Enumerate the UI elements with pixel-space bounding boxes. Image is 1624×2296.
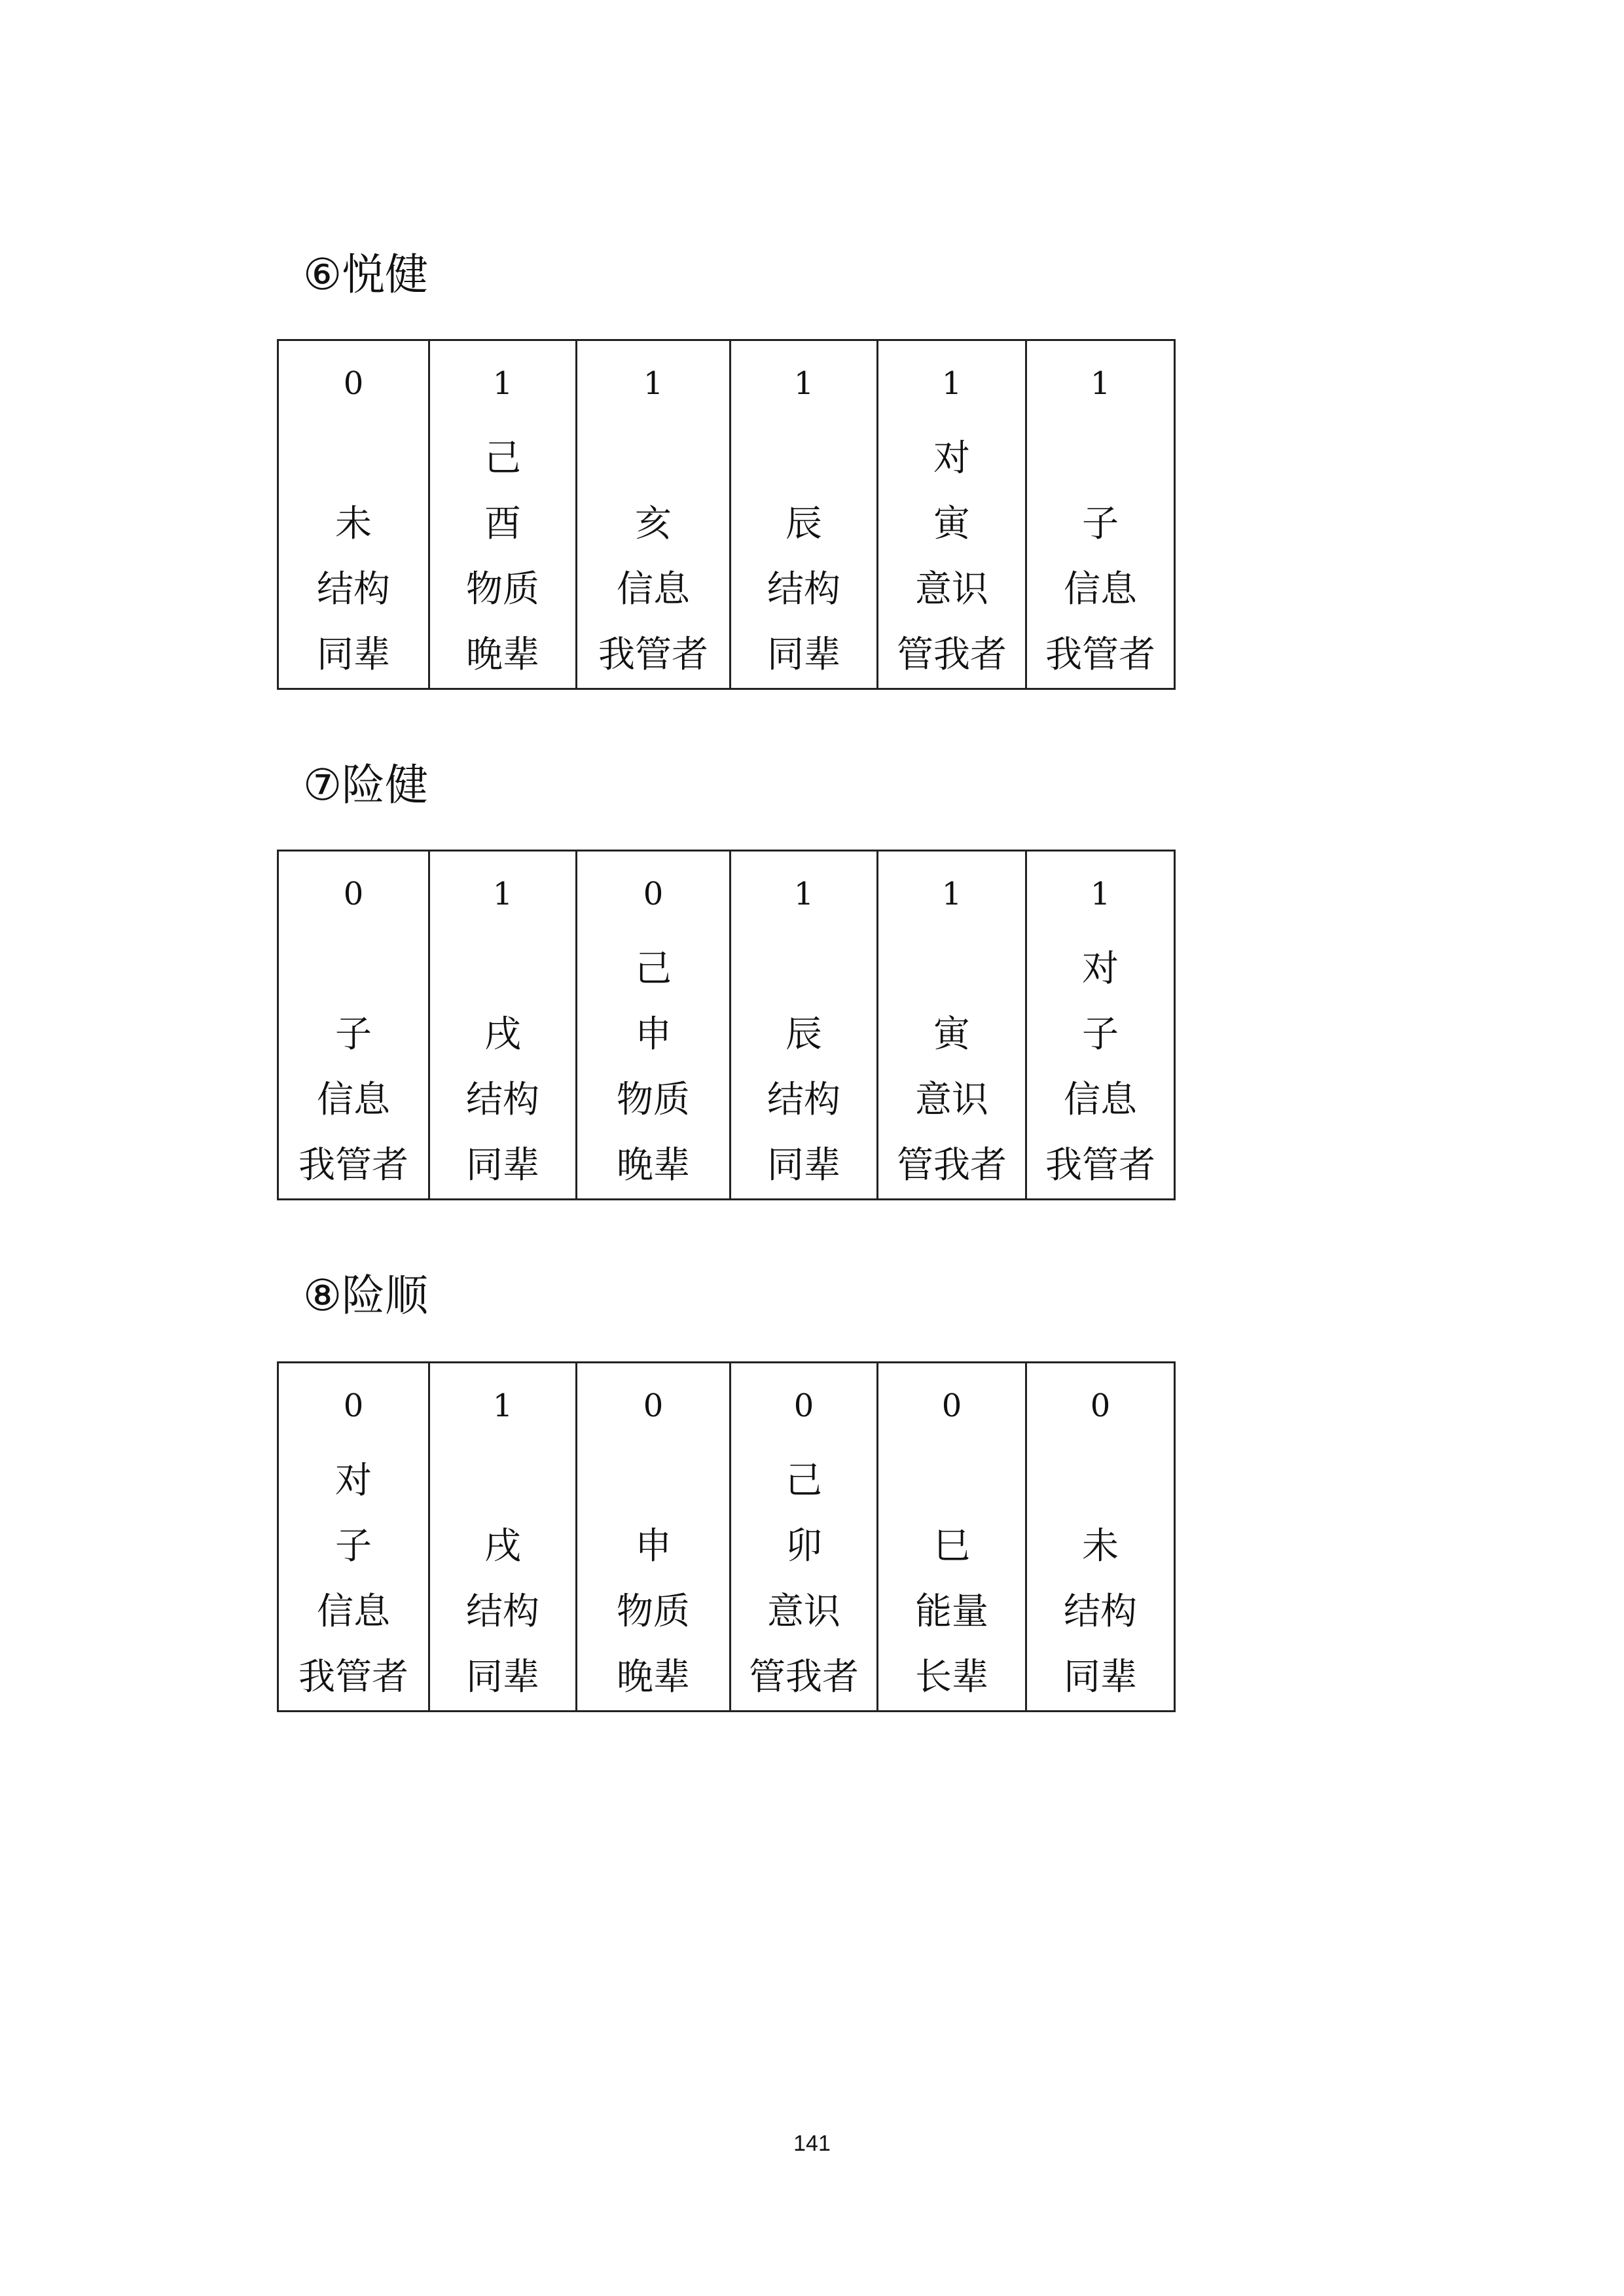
cell-bit-value: 1 [492, 1388, 513, 1424]
cell-bit-value: 0 [941, 1388, 962, 1424]
cell-category: 结构 [317, 568, 390, 611]
cell-category: 结构 [1064, 1590, 1137, 1633]
cell-role: 我管者 [298, 1144, 408, 1187]
cell-branch: 子 [335, 1525, 372, 1568]
cell-role: 同辈 [466, 1656, 539, 1698]
cell-role: 我管者 [598, 634, 708, 676]
cell-branch: 未 [335, 503, 372, 545]
cell-relation-marker: 对 [1082, 948, 1119, 990]
cell-branch: 申 [635, 1013, 672, 1056]
page-number: 141 [793, 2131, 831, 2156]
cell-relation-marker [1027, 426, 1174, 492]
cell-bit-value: 1 [941, 876, 962, 912]
cell-role: 我管者 [298, 1656, 408, 1698]
cell-branch: 戌 [484, 1013, 521, 1056]
cell-role: 同辈 [767, 634, 840, 676]
cell-branch: 辰 [785, 1013, 822, 1056]
table-cell [278, 1363, 429, 1712]
cell-bit-value: 0 [793, 1388, 814, 1424]
cell-bit-value: 1 [1090, 876, 1111, 912]
cell-relation-marker [577, 1448, 729, 1514]
cell-role: 我管者 [1045, 634, 1155, 676]
table-cell [429, 340, 577, 689]
table-cell [577, 340, 731, 689]
cell-branch: 未 [1082, 1525, 1119, 1568]
table-cell [1026, 1363, 1175, 1712]
cell-role: 长辈 [915, 1656, 988, 1698]
cell-bit-value: 1 [643, 365, 664, 402]
table-cell [1026, 340, 1175, 689]
hexagram-table-xian-shun [277, 1361, 1176, 1712]
table-cell [878, 340, 1026, 689]
cell-branch: 子 [1082, 1013, 1119, 1056]
table-cell [878, 851, 1026, 1200]
table-cell [429, 851, 577, 1200]
table-cell [731, 340, 878, 689]
table-cell [1026, 851, 1175, 1200]
cell-branch: 戌 [484, 1525, 521, 1568]
cell-bit-value: 0 [343, 876, 364, 912]
cell-relation-marker [878, 937, 1025, 1002]
cell-bit-value: 1 [941, 365, 962, 402]
cell-category: 意识 [915, 568, 988, 611]
table-row [278, 340, 1175, 689]
table-cell [429, 1363, 577, 1712]
cell-branch: 子 [335, 1013, 372, 1056]
cell-role: 管我者 [749, 1656, 859, 1698]
cell-role: 同辈 [317, 634, 390, 676]
cell-bit-value: 1 [1090, 365, 1111, 402]
cell-bit-value: 0 [343, 1388, 364, 1424]
cell-relation-marker: 对 [933, 437, 970, 480]
cell-category: 结构 [466, 1079, 539, 1121]
cell-category: 结构 [767, 1079, 840, 1121]
hexagram-table-yue-jian [277, 339, 1176, 690]
cell-role: 同辈 [767, 1144, 840, 1187]
cell-bit-value: 0 [643, 1388, 664, 1424]
cell-relation-marker [577, 426, 729, 492]
cell-branch: 酉 [484, 503, 521, 545]
cell-branch: 子 [1082, 503, 1119, 545]
cell-role: 同辈 [1064, 1656, 1137, 1698]
cell-role: 管我者 [897, 634, 1007, 676]
cell-relation-marker [430, 1448, 575, 1514]
cell-relation-marker: 己 [484, 437, 521, 480]
cell-relation-marker: 己 [635, 948, 672, 990]
cell-category: 结构 [767, 568, 840, 611]
cell-category: 信息 [1064, 1079, 1137, 1121]
cell-relation-marker [1027, 1448, 1174, 1514]
section-title-xian-shun: ⑧险顺 [303, 1270, 429, 1321]
table-cell [731, 851, 878, 1200]
cell-category: 物质 [466, 568, 539, 611]
cell-role: 晚辈 [617, 1144, 690, 1187]
table-cell [731, 1363, 878, 1712]
cell-category: 意识 [767, 1590, 840, 1633]
cell-role: 管我者 [897, 1144, 1007, 1187]
cell-category: 信息 [317, 1079, 390, 1121]
cell-category: 信息 [317, 1590, 390, 1633]
table-cell [278, 851, 429, 1200]
cell-bit-value: 0 [343, 365, 364, 402]
cell-category: 物质 [617, 1079, 690, 1121]
cell-bit-value: 1 [492, 365, 513, 402]
table-cell [878, 1363, 1026, 1712]
cell-branch: 亥 [635, 503, 672, 545]
cell-branch: 寅 [933, 503, 970, 545]
table-row [278, 1363, 1175, 1712]
cell-bit-value: 0 [1090, 1388, 1111, 1424]
cell-category: 意识 [915, 1079, 988, 1121]
cell-relation-marker [279, 937, 428, 1002]
cell-relation-marker [430, 937, 575, 1002]
cell-role: 同辈 [466, 1144, 539, 1187]
cell-role: 我管者 [1045, 1144, 1155, 1187]
table-cell [577, 851, 731, 1200]
cell-bit-value: 1 [492, 876, 513, 912]
cell-branch: 卯 [785, 1525, 822, 1568]
section-title-xian-jian: ⑦险健 [303, 760, 429, 810]
cell-role: 晚辈 [617, 1656, 690, 1698]
cell-category: 结构 [466, 1590, 539, 1633]
table-cell [577, 1363, 731, 1712]
cell-relation-marker [731, 426, 876, 492]
table-row [278, 851, 1175, 1200]
cell-category: 信息 [617, 568, 690, 611]
cell-category: 物质 [617, 1590, 690, 1633]
cell-bit-value: 1 [793, 365, 814, 402]
section-title-yue-jian: ⑥悦健 [303, 249, 429, 300]
cell-relation-marker [731, 937, 876, 1002]
hexagram-table-xian-jian [277, 850, 1176, 1200]
cell-relation-marker [279, 426, 428, 492]
cell-branch: 寅 [933, 1013, 970, 1056]
cell-relation-marker: 对 [335, 1460, 372, 1502]
cell-branch: 巳 [933, 1525, 970, 1568]
cell-branch: 申 [635, 1525, 672, 1568]
cell-relation-marker [878, 1448, 1025, 1514]
cell-category: 能量 [915, 1590, 988, 1633]
cell-relation-marker: 己 [785, 1460, 822, 1502]
cell-bit-value: 1 [793, 876, 814, 912]
cell-role: 晚辈 [466, 634, 539, 676]
cell-category: 信息 [1064, 568, 1137, 611]
cell-branch: 辰 [785, 503, 822, 545]
cell-bit-value: 0 [643, 876, 664, 912]
table-cell [278, 340, 429, 689]
